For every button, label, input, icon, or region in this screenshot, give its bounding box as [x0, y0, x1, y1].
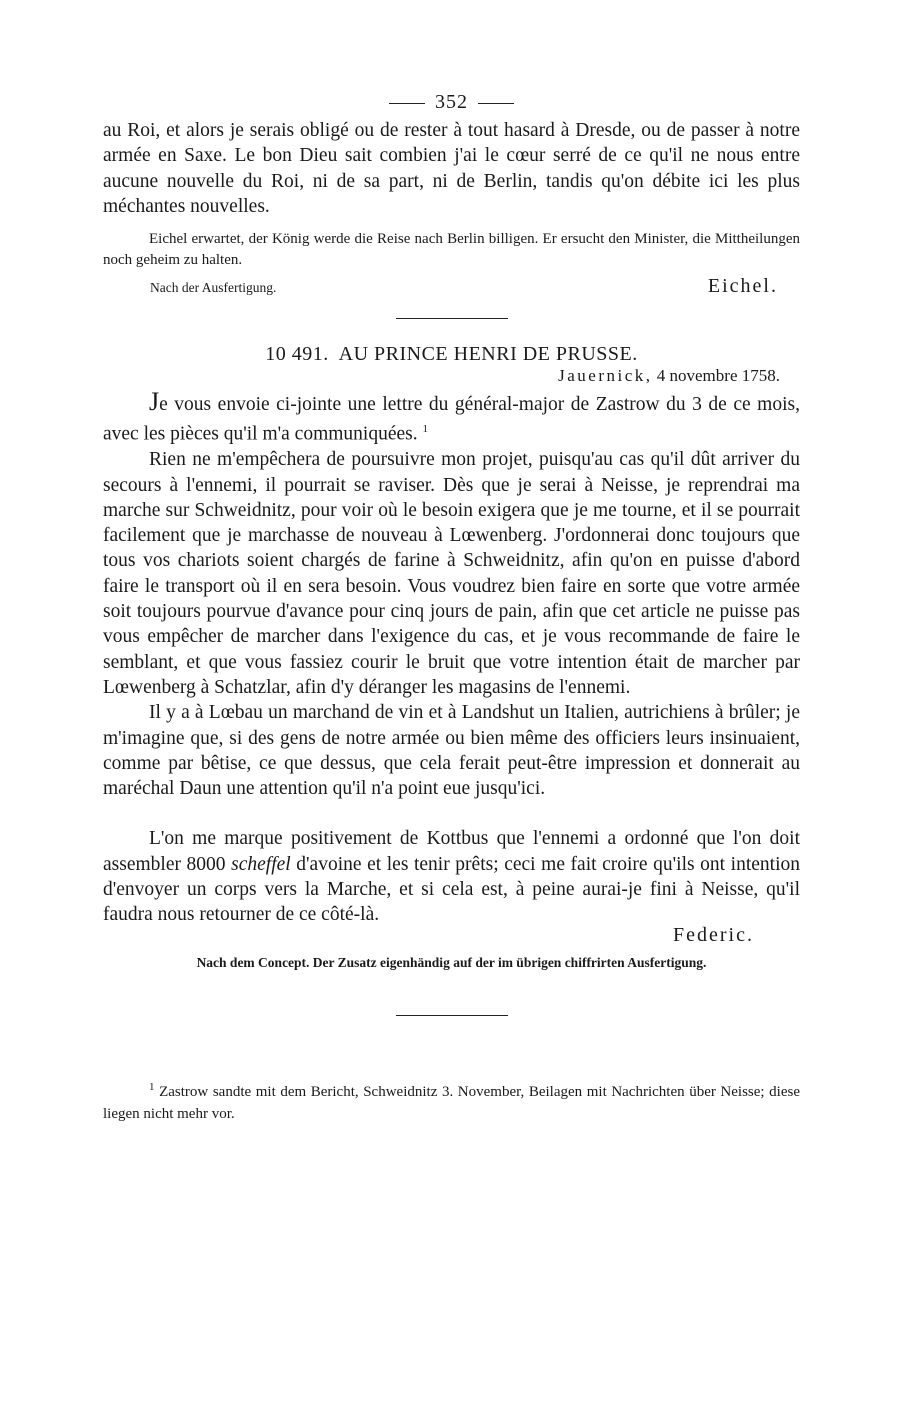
postscript-text-b: d'avoine et les tenir prêts; ceci me fait croire qu'ils ont intention d'envoyer un corps vers la Marche, et si cela est, à peine aurai-je fini à Neisse, qu'il faudra nous retourner de ce côté-là. — [103, 853, 800, 926]
footnote-text: Zastrow sandte mit dem Bericht, Schweidnitz 3. November, Beilagen mit Nachrichten über Neisse; diese liegen nicht mehr vor. — [103, 1083, 800, 1122]
postscript-text-a: L'on me marque positivement de Kottbus que l'ennemi a ordonné que l'on doit assembler 8000 — [103, 828, 800, 875]
letter-signature: Federic. — [673, 923, 754, 946]
drop-cap: J — [149, 387, 160, 417]
prev-letter-summary: Eichel erwartet, der König werde die Reise nach Berlin billigen. Er ersucht den Minister, die Mittheilungen noch geheim zu halten. — [103, 231, 800, 269]
letter-title: AU PRINCE HENRI DE PRUSSE. — [338, 343, 638, 366]
footnote-mark: 1 — [149, 1080, 155, 1093]
letter-place-date — [103, 366, 800, 386]
letter-source: Nach dem Concept. Der Zusatz eigenhändig auf der im übrigen chiffrirten Ausfertigung. — [196, 954, 707, 970]
prev-letter-footer — [103, 275, 800, 298]
footnote-reference[interactable]: 1 — [422, 423, 428, 436]
postscript-italic-term: scheffel — [231, 853, 291, 875]
letter-postscript — [103, 826, 800, 927]
letter-number: 10 491. — [265, 343, 329, 366]
letter-paragraph-1-text: e vous envoie ci-jointe une lettre du général-major de Zastrow du 3 de ce mois, avec les pièces qu'il m'a communiquées. — [103, 394, 800, 445]
letter-date: 4 novembre 1758. — [656, 366, 780, 386]
letter-paragraph-3: Il y a à Lœbau un marchand de vin et à Landshut un Italien, autrichiens à brûler; je m'imagine que, si des gens de notre armée ou bien même des officiers leurs insinuaient, comme par bêtise, ce que dessus, que cela ferait peut-être impression et donnerait au maréchal Daun une attention qu'il n'a point eue jusqu'ici. — [103, 702, 800, 800]
prev-letter-paragraph: au Roi, et alors je serais obligé ou de rester à tout hasard à Dresde, ou de passer à notre armée en Saxe. Le bon Dieu sait combien j'ai le cœur serré de ce qu'il ne nous entre aucune nouvelle du Roi, ni de sa part, ni de Berlin, tandis qu'on débite ici les plus méchantes nouvelles. — [103, 120, 800, 217]
footnote — [103, 1076, 800, 1125]
letter-paragraph-2: Rien ne m'empêchera de poursuivre mon projet, puisqu'au cas qu'il dût arriver du secours à l'ennemi, il pourrait se raviser. Dès que je serai à Neisse, je reprendrai ma marche sur Schweidnitz, pour voir où le besoin exigera que je me tourne, et il se pourrait facilement que je marchasse de nouveau à Lœwenberg. J'ordonnerai donc toujours que tous vos chariots soient chargés de farine à Schweidnitz, afin qu'on en puisse d'abord faire le transport où il en sera besoin. Vous voudrez bien faire en sorte que votre armée soit toujours pourvue d'avance pour cinq jours de pain, afin que cet article ne puisse pas vous empêcher de marcher dans l'exigence du cas, et je vous recommande de faire le semblant, et que vous fassiez courir le bruit que votre intention était de marcher par Lœwenberg à Schatzlar, afin d'y déranger les magasins de l'ennemi. — [103, 449, 800, 698]
letter-paragraph-1 — [103, 387, 800, 447]
letter-heading — [103, 343, 800, 366]
header-dash-right — [478, 103, 514, 104]
header-dash-left — [389, 103, 425, 104]
page-header — [103, 86, 800, 118]
prev-letter-source: Nach der Ausfertigung. — [150, 280, 277, 296]
paragraph-gap — [103, 801, 800, 826]
page-number: 352 — [435, 91, 468, 113]
letter-place: Jauernick, — [558, 366, 653, 386]
prev-letter-signature: Eichel. — [707, 275, 778, 298]
document-page — [103, 86, 800, 1125]
